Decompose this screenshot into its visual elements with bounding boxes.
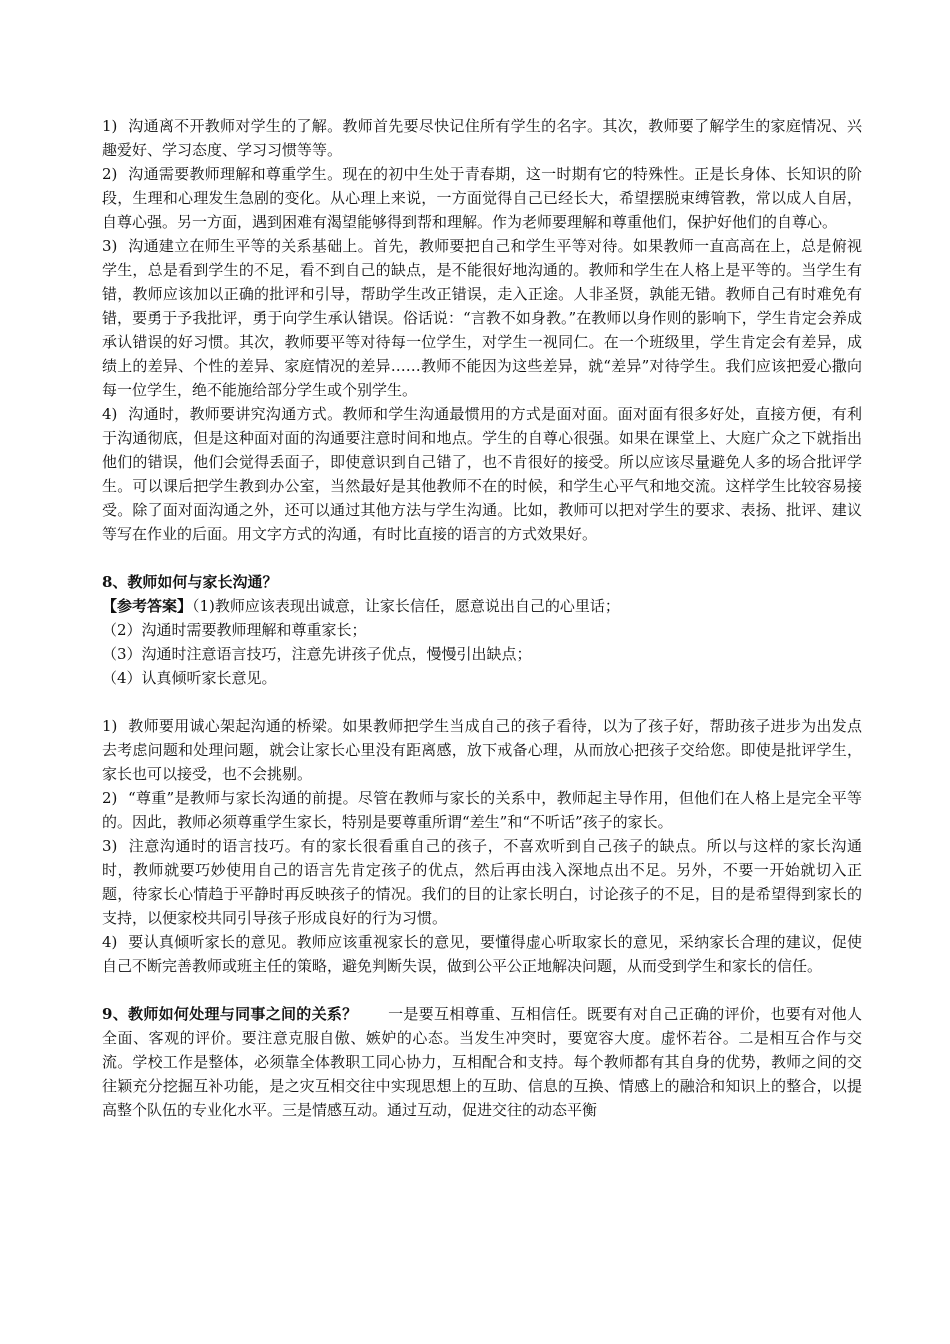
paragraph-text: “尊重”是教师与家长沟通的前提。尽管在教师与家长的关系中，教师起主导作用，但他们在人格上是完全平等的。因此，教师必须尊重学生家长，特别是要尊重所谓“差生”和“不听话”孩子的家长。 [102, 789, 862, 831]
paragraph-8-4 [102, 930, 862, 978]
paragraph-7-3 [102, 234, 862, 402]
paragraph-text: 一是要互相尊重、互相信任。既要有对自己正确的评价，也要有对他人全面、客观的评价。要注意克服自傲、嫉妒的心态。当发生冲突时，要宽容大度。虚怀若谷。二是相互合作与交流。学校工作是整体，必须靠全体教职工同心协力，互相配合和支持。每个教师都有其自身的优势，教师之间的交往颖充分挖掘互补功能，是之灾互相交往中实现思想上的互助、信息的互换、情感上的融洽和知识上的整合，以提高整个队伍的专业化水平。三是情感互动。通过互动，促进交往的动态平衡 [102, 1005, 862, 1119]
paragraph-text: 沟通离不开教师对学生的了解。教师首先要尽快记住所有学生的名字。其次，教师要了解学生的家庭情况、兴趣爱好、学习态度、学习习惯等等。 [102, 117, 862, 159]
list-number: 2) [102, 789, 118, 807]
list-number: 1) [102, 117, 118, 135]
paragraph-text: 沟通建立在师生平等的关系基础上。首先，教师要把自己和学生平等对待。如果教师一直高高在上，总是俯视学生，总是看到学生的不足，看不到自己的缺点，是不能很好地沟通的。教师和学生在人格上是平等的。当学生有错，教师应该加以正确的批评和引导，帮助学生改正错误，走入正途。人非圣贤，孰能无错。教师自己有时难免有错，要勇于予我批评，勇于向学生承认错误。俗话说：“言教不如身教。”在教师以身作则的影响下，学生肯定会养成承认错误的好习惯。其次，教师要平等对待每一位学生，对学生一视同仁。在一个班级里，学生肯定会有差异，成绩上的差异、个性的差异、家庭情况的差异……教师不能因为这些差异，就“差异”对待学生。我们应该把爱心撒向每一位学生，绝不能施给部分学生或个别学生。 [102, 237, 862, 399]
paragraph-text: 教师要用诚心架起沟通的桥梁。如果教师把学生当成自己的孩子看待，以为了孩子好，帮助孩子进步为出发点去考虑问题和处理问题，就会让家长心里没有距离感，放下戒备心理，从而放心把孩子交给您。即使是批评学生，家长也可以接受，也不会挑剔。 [102, 717, 862, 783]
document-page [102, 114, 862, 1122]
list-number: 2) [102, 165, 118, 183]
answer-8-line-3: （3）沟通时注意语言技巧，注意先讲孩子优点，慢慢引出缺点； [102, 645, 532, 663]
spacer [102, 978, 862, 1002]
paragraph-7-4 [102, 402, 862, 546]
paragraph-9 [102, 1002, 862, 1122]
paragraph-8-2 [102, 786, 862, 834]
spacer [102, 690, 862, 714]
answer-8-line-1 [102, 594, 862, 618]
paragraph-7-2 [102, 162, 862, 234]
list-number: 3) [102, 237, 118, 255]
paragraph-8-3 [102, 834, 862, 930]
paragraph-text: 注意沟通时的语言技巧。有的家长很看重自己的孩子，不喜欢听到自己孩子的缺点。所以与这样的家长沟通时，教师就要巧妙使用自己的语言先肯定孩子的优点，然后再由浅入深地点出不足。另外，不要一开始就切入正题，待家长心情趋于平静时再反映孩子的情况。我们的目的让家长明白，讨论孩子的不足，目的是希望得到家长的支持，以便家校共同引导孩子形成良好的行为习惯。 [102, 837, 862, 927]
list-number: 4) [102, 405, 118, 423]
answer-8-line-2: （2）沟通时需要教师理解和尊重家长； [102, 621, 367, 639]
list-number: 4) [102, 933, 118, 951]
answer-label: 【参考答案】 [102, 597, 193, 615]
question-9-heading: 9、教师如何处理与同事之间的关系？ [102, 1005, 358, 1023]
answer-8-line-4: （4）认真倾听家长意见。 [102, 669, 277, 687]
paragraph-text: 沟通时，教师要讲究沟通方式。教师和学生沟通最惯用的方式是面对面。面对面有很多好处，直接方便，有利于沟通彻底，但是这种面对面的沟通要注意时间和地点。学生的自尊心很强。如果在课堂上、大庭广众之下就指出他们的错误，他们会觉得丢面子，即使意识到自己错了，也不肯很好的接受。所以应该尽量避免人多的场合批评学生。可以课后把学生教到办公室，当然最好是其他教师不在的时候，和学生心平气和地交流。这样学生比较容易接受。除了面对面沟通之外，还可以通过其他方法与学生沟通。比如，教师可以把对学生的要求、表扬、批评、建议等写在作业的后面。用文字方式的沟通，有时比直接的语言的方式效果好。 [102, 405, 862, 543]
list-number: 3) [102, 837, 118, 855]
spacer [102, 546, 862, 570]
paragraph-text: 沟通需要教师理解和尊重学生。现在的初中生处于青春期，这一时期有它的特殊性。正是长身体、长知识的阶段，生理和心理发生急剧的变化。从心理上来说，一方面觉得自己已经长大，希望摆脱束缚管教，常以成人自居，自尊心强。另一方面，遇到困难有渴望能够得到帮和理解。作为老师要理解和尊重他们，保护好他们的自尊心。 [102, 165, 862, 231]
answer-text: （1)教师应该表现出诚意，让家长信任，愿意说出自己的心里话； [192, 597, 620, 615]
paragraph-text: 要认真倾听家长的意见。教师应该重视家长的意见，要懂得虚心听取家长的意见，采纳家长合理的建议，促使自己不断完善教师或班主任的策略，避免判断失误，做到公平公正地解决问题，从而受到学生和家长的信任。 [102, 933, 862, 975]
paragraph-8-1 [102, 714, 862, 786]
question-8-heading: 8、教师如何与家长沟通？ [102, 573, 278, 591]
list-number: 1) [102, 717, 118, 735]
paragraph-7-1 [102, 114, 862, 162]
